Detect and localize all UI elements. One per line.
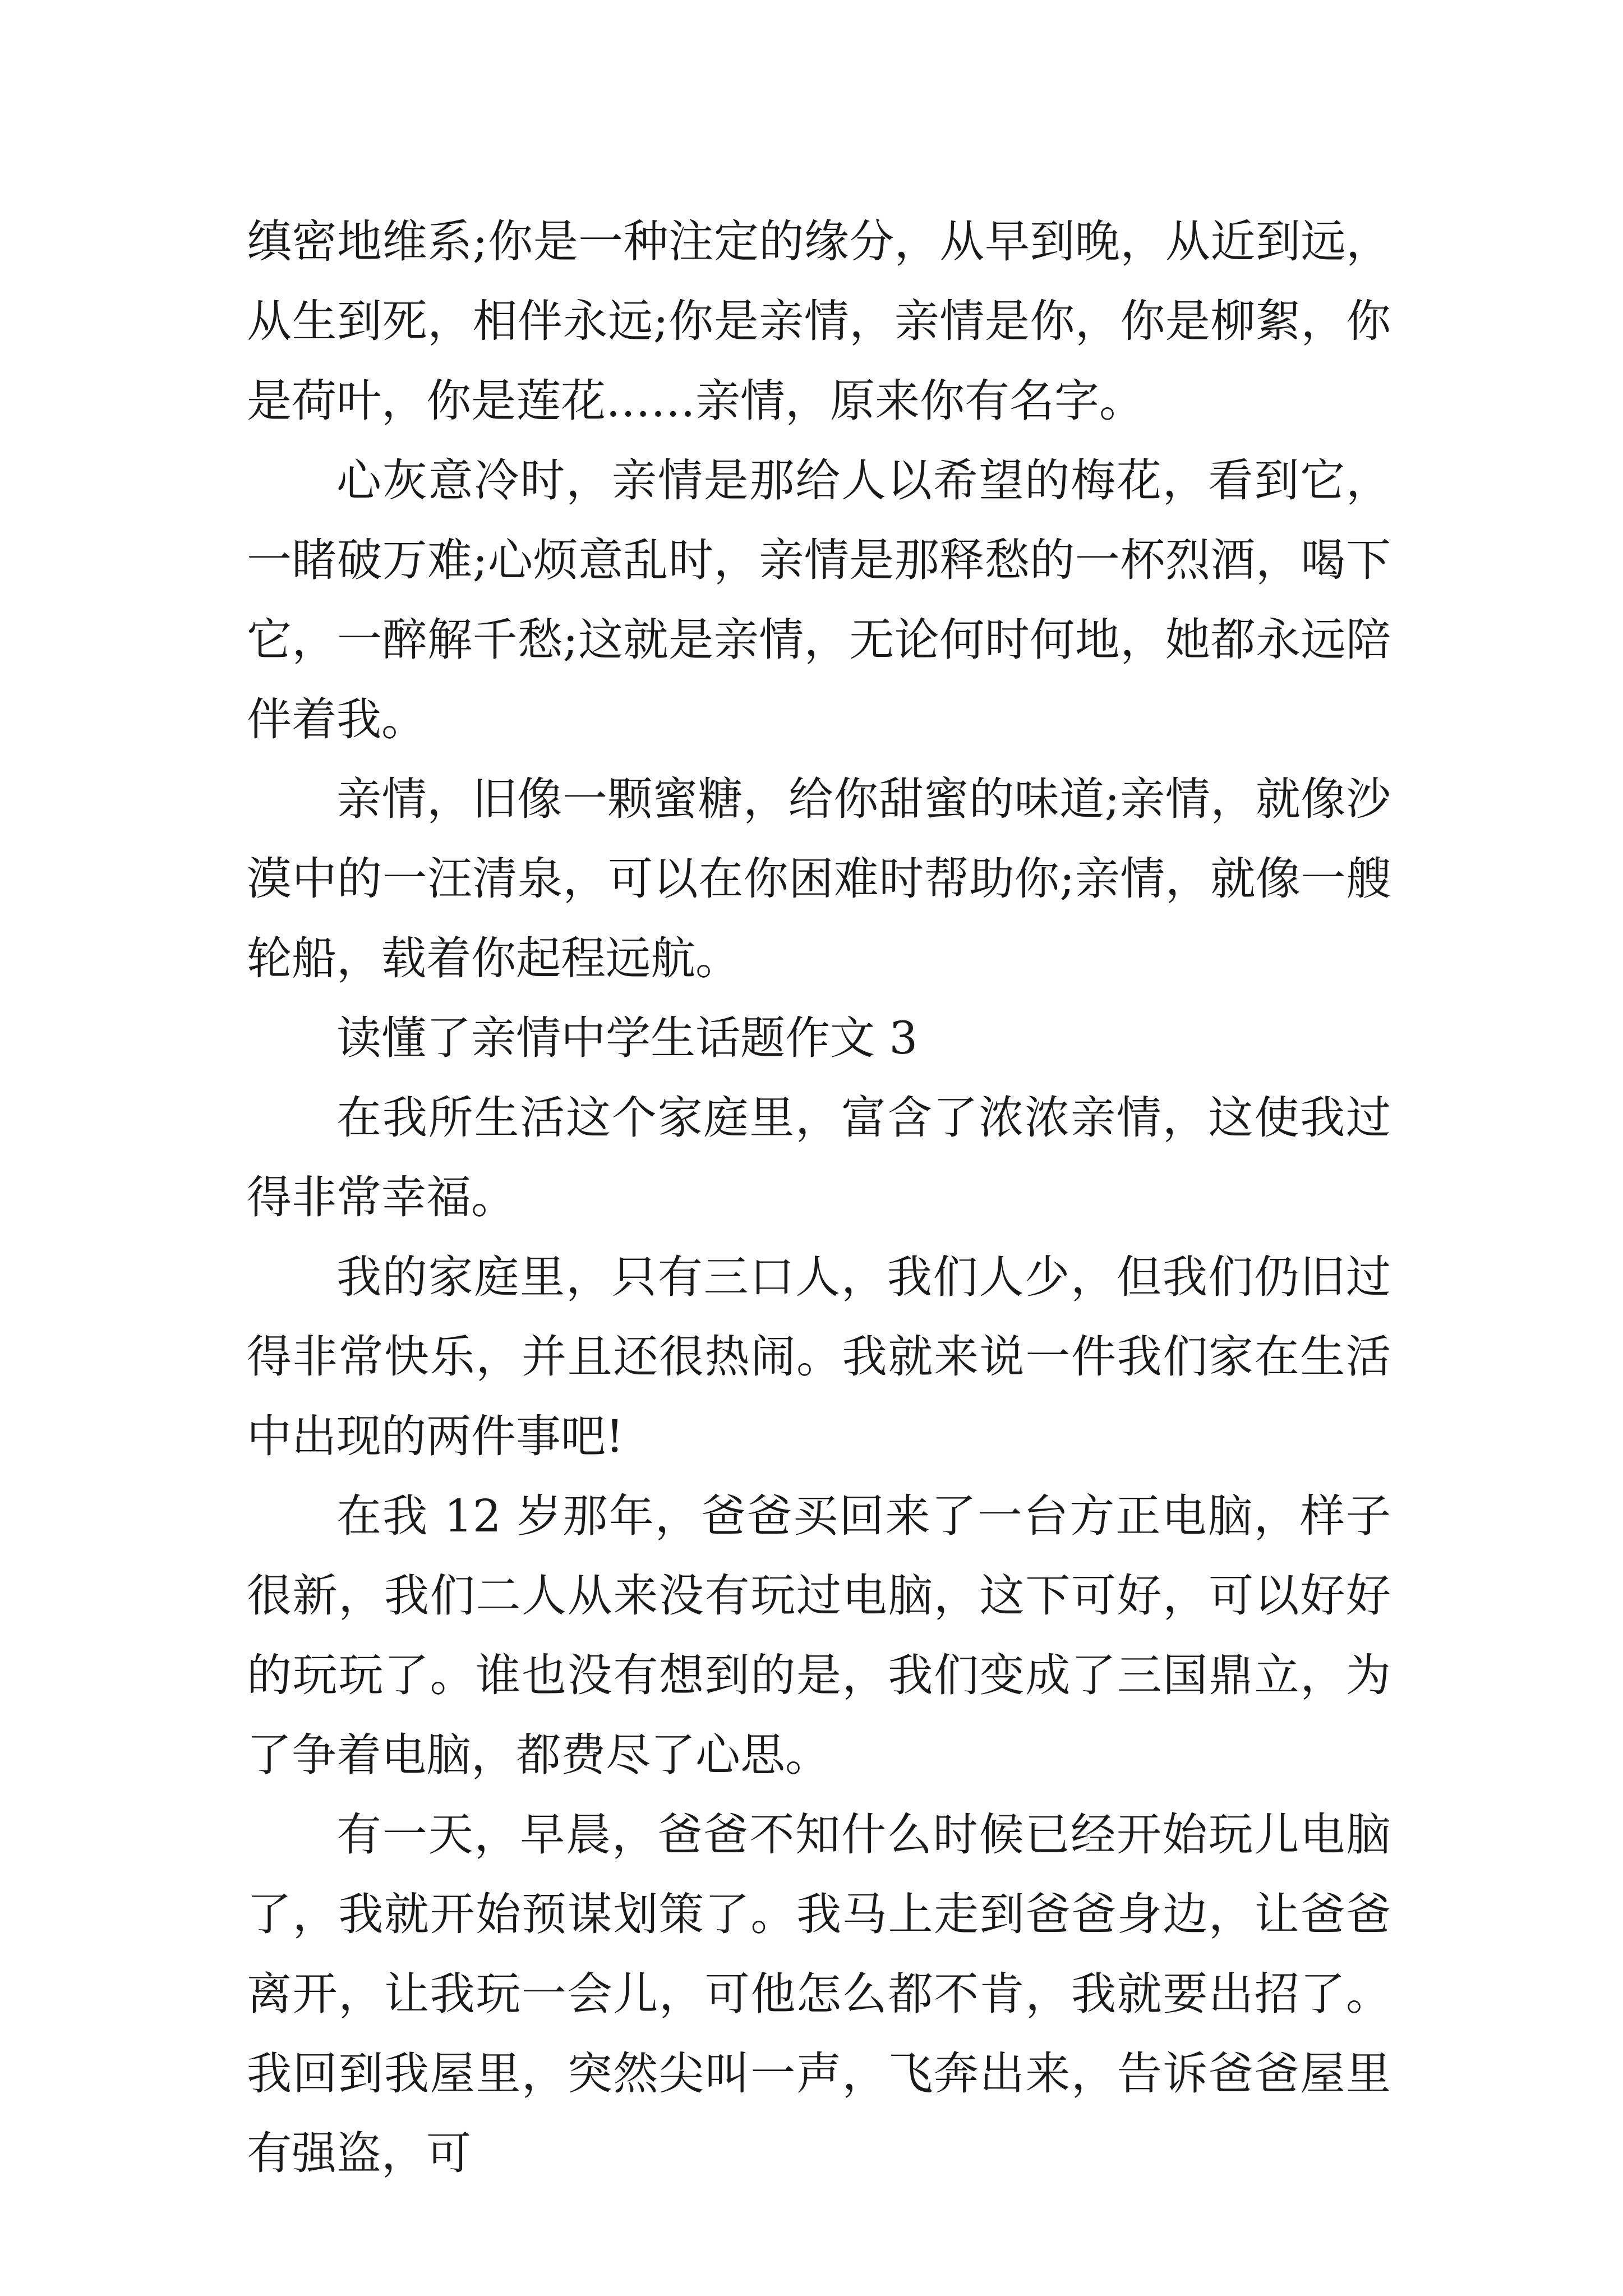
paragraph: 有一天，早晨，爸爸不知什么时候已经开始玩儿电脑了，我就开始预谋划策了。我马上走到爸爸身边，让爸爸离开，让我玩一会儿，可他怎么都不肯，我就要出招了。我回到我屋里，突然尖叫一声，飞奔出来，告诉爸爸屋里有强盗，可 (247, 1809, 1391, 2179)
paragraph-continued: 缜密地维系;你是一种注定的缘分，从早到晚，从近到远，从生到死，相伴永远;你是亲情，亲情是你，你是柳絮，你是荷叶，你是莲花……亲情，原来你有名字。 (247, 215, 1391, 427)
paragraph: 心灰意冷时，亲情是那给人以希望的梅花，看到它，一睹破万难;心烦意乱时，亲情是那释愁的一杯烈酒，喝下它，一醉解千愁;这就是亲情，无论何时何地，她都永远陪伴着我。 (247, 454, 1391, 746)
paragraph: 在我所生活这个家庭里，富含了浓浓亲情，这使我过得非常幸福。 (247, 1092, 1391, 1223)
paragraph: 亲情，旧像一颗蜜糖，给你甜蜜的味道;亲情，就像沙漠中的一汪清泉，可以在你困难时帮助你;亲情，就像一艘轮船，载着你起程远航。 (247, 773, 1391, 984)
section-heading: 读懂了亲情中学生话题作文 3 (336, 1012, 918, 1064)
paragraph: 在我 12 岁那年，爸爸买回来了一台方正电脑，样子很新，我们二人从来没有玩过电脑，这下可好，可以好好的玩玩了。谁也没有想到的是，我们变成了三国鼎立，为了争着电脑，都费尽了心思。 (247, 1490, 1391, 1781)
document-body (247, 202, 1391, 2193)
paragraph: 我的家庭里，只有三口人，我们人少，但我们仍旧过得非常快乐，并且还很热闹。我就来说一件我们家在生活中出现的两件事吧! (247, 1251, 1391, 1462)
